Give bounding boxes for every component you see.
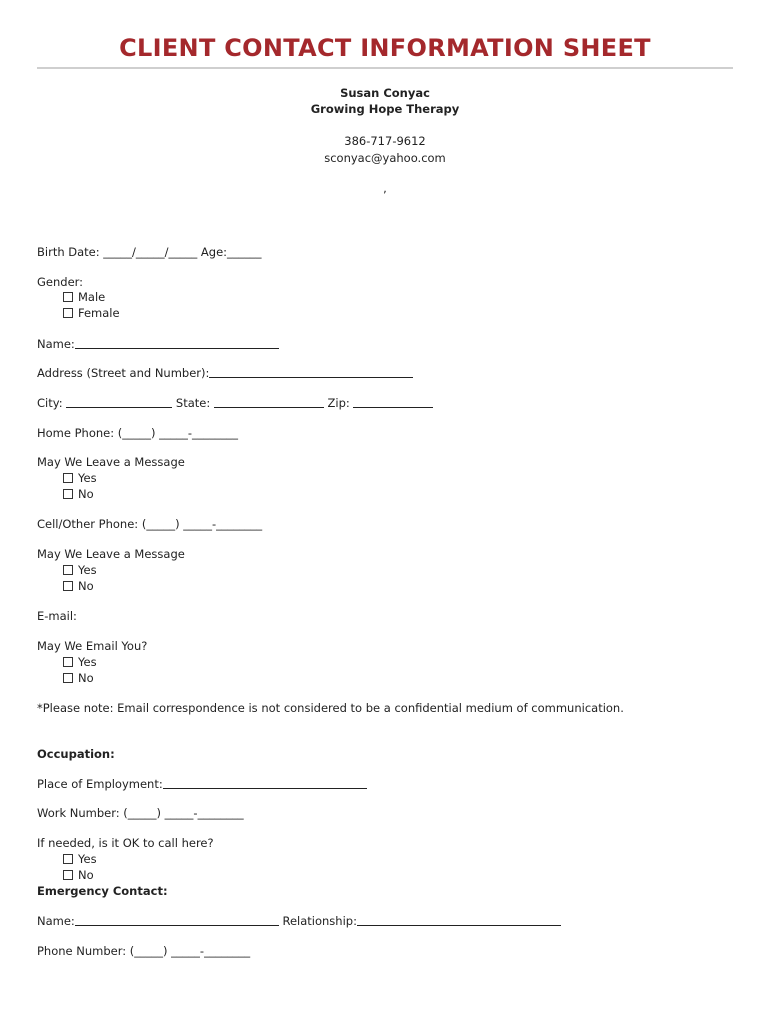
call-here-yes[interactable]: Yes	[63, 852, 97, 866]
gender-option-female[interactable]: Female	[63, 306, 120, 320]
checkbox-icon[interactable]	[63, 565, 73, 575]
checkbox-icon[interactable]	[63, 870, 73, 880]
emergency-heading: Emergency Contact:	[37, 884, 168, 898]
emergency-phone-field[interactable]: Phone Number: (_____) _____-________	[37, 944, 251, 958]
title-divider	[37, 67, 733, 69]
call-here-label: If needed, is it OK to call here?	[37, 836, 214, 850]
zip-blank[interactable]	[353, 397, 433, 408]
address-blank[interactable]	[209, 367, 413, 378]
checkbox-icon[interactable]	[63, 308, 73, 318]
cell-message-yes[interactable]: Yes	[63, 563, 97, 577]
home-message-yes[interactable]: Yes	[63, 471, 97, 485]
state-blank[interactable]	[214, 397, 324, 408]
email-ok-label: May We Email You?	[37, 639, 148, 653]
provider-phone: 386-717-9612	[344, 134, 426, 148]
gender-option-male[interactable]: Male	[63, 290, 105, 304]
employment-blank[interactable]	[163, 778, 367, 789]
provider-address: ,	[383, 181, 387, 195]
checkbox-icon[interactable]	[63, 581, 73, 591]
emergency-name-blank[interactable]	[75, 915, 279, 926]
email-note: *Please note: Email correspondence is not considered to be a confidential medium of communication.	[37, 701, 624, 715]
email-ok-no[interactable]: No	[63, 671, 94, 685]
checkbox-icon[interactable]	[63, 473, 73, 483]
name-blank[interactable]	[75, 338, 279, 349]
address-field[interactable]: Address (Street and Number):	[37, 366, 413, 380]
email-field[interactable]: E-mail:	[37, 609, 77, 623]
home-phone-field[interactable]: Home Phone: (_____) _____-________	[37, 426, 239, 440]
city-blank[interactable]	[66, 397, 172, 408]
email-ok-yes[interactable]: Yes	[63, 655, 97, 669]
relationship-blank[interactable]	[357, 915, 561, 926]
checkbox-icon[interactable]	[63, 854, 73, 864]
checkbox-icon[interactable]	[63, 673, 73, 683]
cell-message-no[interactable]: No	[63, 579, 94, 593]
provider-email: sconyac@yahoo.com	[324, 151, 446, 165]
provider-name: Susan Conyac	[340, 86, 430, 100]
checkbox-icon[interactable]	[63, 489, 73, 499]
employment-field[interactable]: Place of Employment:	[37, 777, 367, 791]
checkbox-icon[interactable]	[63, 657, 73, 667]
occupation-heading: Occupation:	[37, 747, 115, 761]
emergency-name-row: Name: Relationship:	[37, 914, 561, 928]
gender-label: Gender:	[37, 275, 84, 289]
home-message-no[interactable]: No	[63, 487, 94, 501]
checkbox-icon[interactable]	[63, 292, 73, 302]
home-message-label: May We Leave a Message	[37, 455, 185, 469]
name-field[interactable]: Name:	[37, 337, 279, 351]
page-title: CLIENT CONTACT INFORMATION SHEET	[119, 34, 651, 62]
city-state-zip-row: City: State: Zip:	[37, 396, 433, 410]
work-number-field[interactable]: Work Number: (_____) _____-________	[37, 806, 244, 820]
provider-practice: Growing Hope Therapy	[310, 102, 460, 116]
call-here-no[interactable]: No	[63, 868, 94, 882]
cell-message-label: May We Leave a Message	[37, 547, 185, 561]
cell-phone-field[interactable]: Cell/Other Phone: (_____) _____-________	[37, 517, 263, 531]
birth-date-field[interactable]: Birth Date: _____/_____/_____ Age:______	[37, 245, 262, 259]
